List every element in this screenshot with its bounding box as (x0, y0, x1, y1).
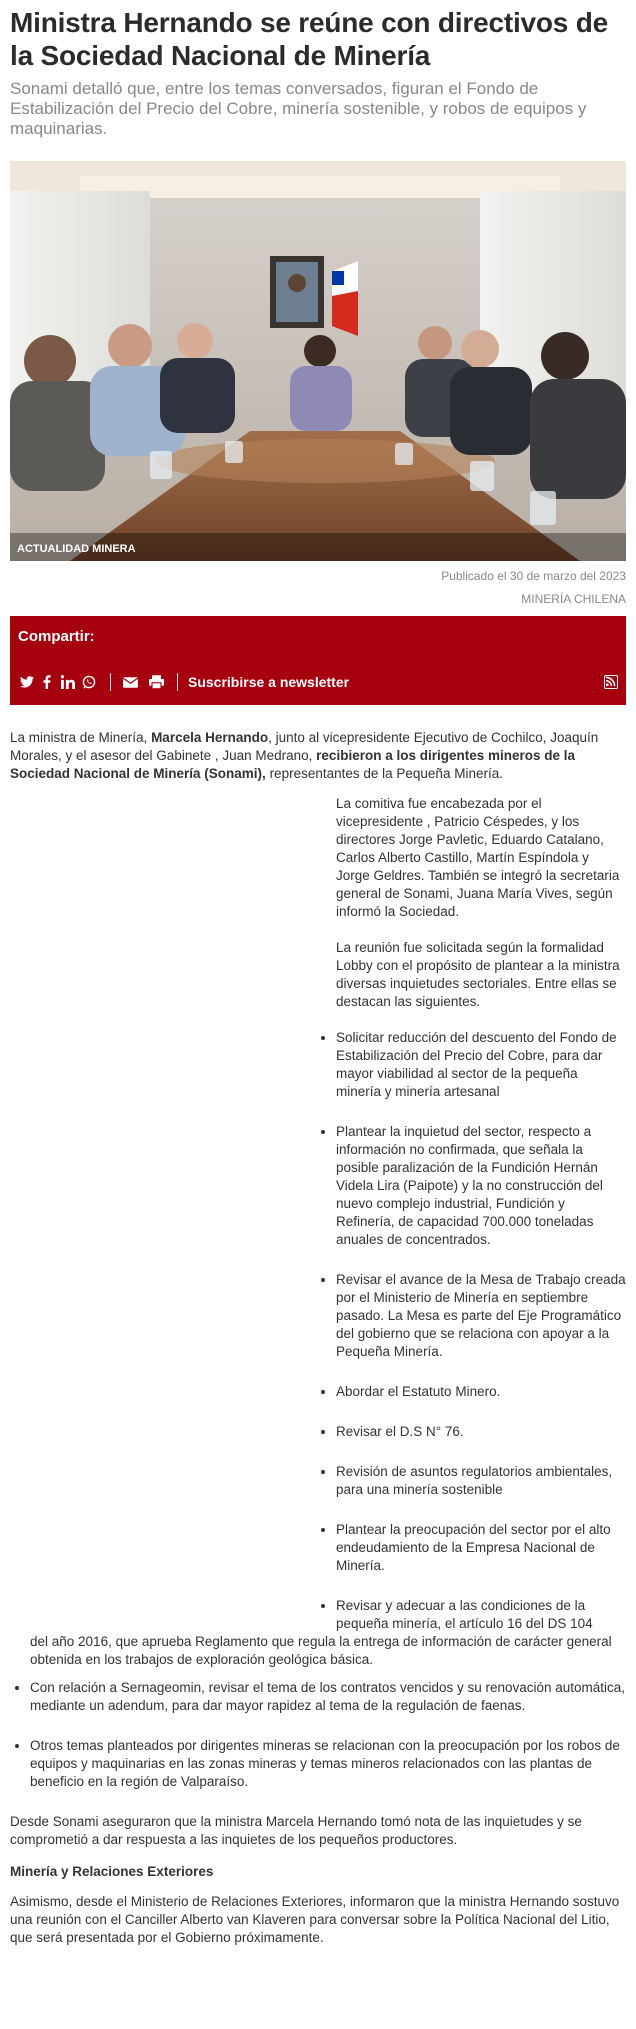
share-bar (10, 616, 626, 705)
article-body (10, 729, 626, 1947)
intro-text: , junto al vicepresidente Ejecutivo de Cochilco, Joaquín Morales, y el asesor del Gabinete , Juan Medrano, (10, 730, 599, 763)
right-column (336, 795, 626, 1633)
published-date: Publicado el 30 de marzo del 2023 (441, 569, 626, 583)
topics-list-wide (10, 1679, 626, 1791)
twitter-icon[interactable] (18, 674, 36, 690)
separator (110, 673, 111, 691)
whatsapp-icon[interactable] (80, 674, 98, 690)
sonami-paragraph: Desde Sonami aseguraron que la ministra Marcela Hernando tomó nota de las inquietudes y se comprometió a dar respuesta a las inquietes de los pequeños productores. (10, 1814, 582, 1847)
share-label: Compartir: (18, 628, 95, 645)
minister-name: Marcela Hernando (151, 730, 269, 745)
image-caption: ACTUALIDAD MINERA (10, 533, 626, 561)
section-heading: Minería y Relaciones Exteriores (10, 1864, 214, 1879)
article-hero-image (10, 161, 626, 561)
intro-text: representantes de la Pequeña Minería. (265, 766, 503, 781)
list-item: • Revisar y adecuar a las condiciones de la pequeña minería, el artículo 16 del DS 104 (336, 1597, 626, 1633)
linkedin-icon[interactable] (58, 674, 78, 690)
article-subtitle: Sonami detalló que, entre los temas conversados, figuran el Fondo de Estabilización del Precio del Cobre, minería sostenible, y robos de equipos y maquinarias. (10, 79, 587, 138)
list-item-continued: del año 2016, que aprueba Reglamento que regula la entrega de información de carácter general obtenida en los trabajos de exploración geológica básica. (30, 1634, 612, 1667)
print-icon[interactable] (147, 674, 165, 690)
intro-bold-text: recibieron a los dirigentes mineros de la Sociedad Nacional de Minería (Sonami), (10, 748, 576, 781)
list-item: • Con relación a Sernageomin, revisar el tema de los contratos vencidos y su renovación automática, mediante un adendum, para dar mayor rapidez al tema de la regulación de faenas. (30, 1679, 626, 1715)
reunion-paragraph: La reunión fue solicitada según la formalidad Lobby con el propósito de plantear a la ministra diversas inquietudes sectoriales. Entre ellas se destacan las siguientes. (336, 940, 620, 1009)
asimismo-paragraph: Asimismo, desde el Ministerio de Relaciones Exteriores, informaron que la ministra Hernando sostuvo una reunión con el Canciller Alberto van Klaveren para conversar sobre la Política Nacional del Litio, que será presentada por el Gobierno próximamente. (10, 1894, 620, 1945)
list-item: • Solicitar reducción del descuento del Fondo de Estabilización del Precio del Cobre, para dar mayor viabilidad al sector de la pequeña minería y minería artesanal (336, 1029, 626, 1101)
list-item: • Otros temas planteados por dirigentes mineras se relacionan con la preocupación por los robos de equipos y maquinarias en las zonas mineras y temas mineros relacionados con las plantas de beneficio en la región de Valparaíso. (30, 1737, 626, 1791)
article-title: Ministra Hernando se reúne con directivos de la Sociedad Nacional de Minería (10, 7, 609, 71)
list-item: • Plantear la inquietud del sector, respecto a información no confirmada, que señala la posible paralización de la Fundición Hernán Videla Lira (Paipote) y la no construcción del nuevo complejo industrial, Fundición y Refinería, de capacidad 700.000 toneladas anuales de concentrados. (336, 1123, 626, 1249)
share-icons-row (18, 673, 349, 691)
email-icon[interactable] (121, 674, 139, 690)
intro-text: La ministra de Minería, (10, 730, 152, 745)
meeting-photo (10, 161, 626, 561)
topics-list (316, 1029, 626, 1633)
facebook-icon[interactable] (38, 674, 56, 690)
intro-paragraph (10, 729, 626, 783)
rss-icon[interactable] (604, 675, 618, 689)
list-item: • Abordar el Estatuto Minero. (336, 1383, 626, 1401)
list-item: • Plantear la preocupación del sector por el alto endeudamiento de la Empresa Nacional de Minería. (336, 1521, 626, 1575)
newsletter-link[interactable]: Suscribirse a newsletter (188, 674, 350, 690)
separator (177, 673, 178, 691)
comitiva-paragraph: La comitiva fue encabezada por el vicepresidente , Patricio Céspedes, y los directores Jorge Pavletic, Eduardo Catalano, Carlos Alberto Castillo, Martín Espíndola y Jorge Geldres. También se integró la secretaria general de Sonami, Juana María Vives, según informó la Sociedad. (336, 796, 620, 919)
list-item: • Revisión de asuntos regulatorios ambientales, para una minería sostenible (336, 1463, 626, 1499)
article-source[interactable]: MINERÍA CHILENA (521, 592, 626, 606)
list-item: • Revisar el D.S N° 76. (336, 1423, 626, 1441)
list-item: • Revisar el avance de la Mesa de Trabajo creada por el Ministerio de Minería en septiembre pasado. La Mesa es parte del Eje Programático del gobierno que se relaciona con apoyar a la Pequeña Minería. (336, 1271, 626, 1361)
